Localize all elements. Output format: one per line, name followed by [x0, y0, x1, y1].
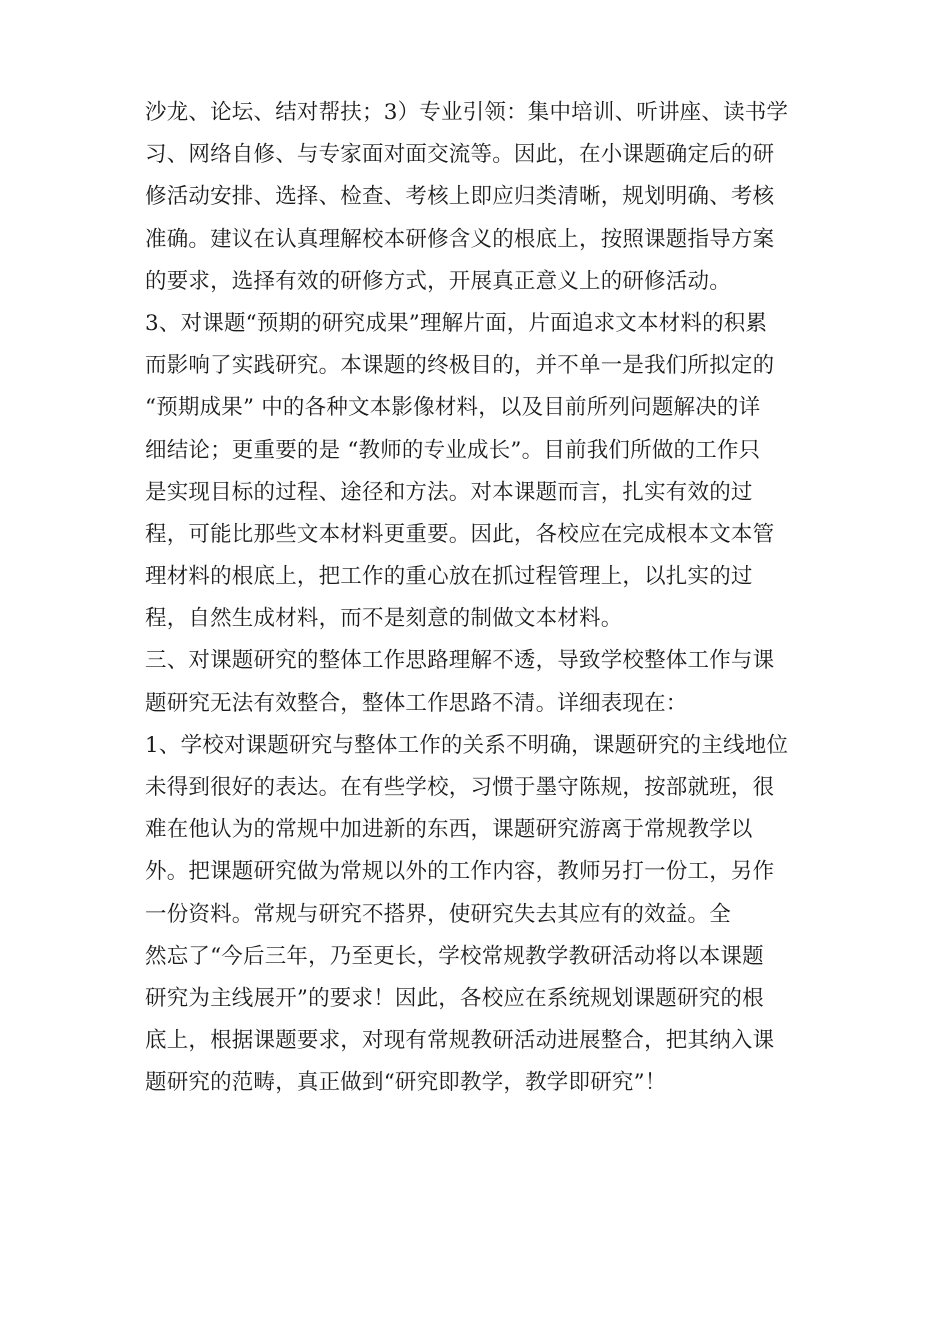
text-line: 理材料的根底上，把工作的重心放在抓过程管理上，以扎实的过	[145, 564, 753, 590]
text-line: 难在他认为的常规中加进新的东西，课题研究游离于常规教学以	[145, 817, 753, 843]
text-line: 3、对课题“预期的研究成果”理解片面，片面追求文本材料的积累	[145, 310, 768, 336]
text-line: 沙龙、论坛、结对帮扶；3）专业引领：集中培训、听讲座、读书学	[145, 100, 789, 125]
text-line: 研究为主线展开”的要求！因此，各校应在系统规划课题研究的根	[145, 985, 764, 1011]
text-line: 题研究无法有效整合，整体工作思路不清。详细表现在：	[145, 690, 688, 716]
text-line: 细结论；更重要的是 “教师的专业成长”。目前我们所做的工作只	[145, 437, 761, 463]
text-line: “预期成果” 中的各种文本影像材料，以及目前所列问题解决的详	[145, 395, 761, 421]
text-line: 习、网络自修、与专家面对面交流等。因此，在小课题确定后的研	[145, 142, 775, 168]
text-line: 三、对课题研究的整体工作思路理解不透，导致学校整体工作与课	[145, 648, 775, 674]
text-line: 修活动安排、选择、检查、考核上即应归类清晰，规划明确、考核	[145, 184, 775, 210]
text-line: 底上，根据课题要求，对现有常规教研活动进展整合，把其纳入课	[145, 1028, 775, 1054]
text-line: 是实现目标的过程、途径和方法。对本课题而言，扎实有效的过	[145, 479, 753, 505]
text-line: 1、学校对课题研究与整体工作的关系不明确，课题研究的主线地位	[145, 732, 789, 758]
text-line: 程，自然生成材料，而不是刻意的制做文本材料。	[145, 606, 623, 632]
text-line: 准确。建议在认真理解校本研修含义的根底上，按照课题指导方案	[145, 226, 775, 252]
text-line: 一份资料。常规与研究不搭界，使研究失去其应有的效益。全	[145, 901, 731, 927]
text-line: 外。把课题研究做为常规以外的工作内容，教师另打一份工，另作	[145, 859, 775, 885]
text-line: 程，可能比那些文本材料更重要。因此，各校应在完成根本文本管	[145, 521, 775, 547]
text-line: 未得到很好的表达。在有些学校，习惯于墨守陈规，按部就班，很	[145, 775, 775, 800]
text-line: 而影响了实践研究。本课题的终极目的，并不单一是我们所拟定的	[145, 353, 775, 379]
text-line: 题研究的范畴，真正做到“研究即教学，教学即研究”！	[145, 1070, 667, 1096]
text-line: 然忘了“今后三年，乃至更长，学校常规教学教研活动将以本课题	[145, 943, 764, 969]
text-line: 的要求，选择有效的研修方式，开展真正意义上的研修活动。	[145, 268, 731, 294]
body-text	[145, 92, 825, 1105]
